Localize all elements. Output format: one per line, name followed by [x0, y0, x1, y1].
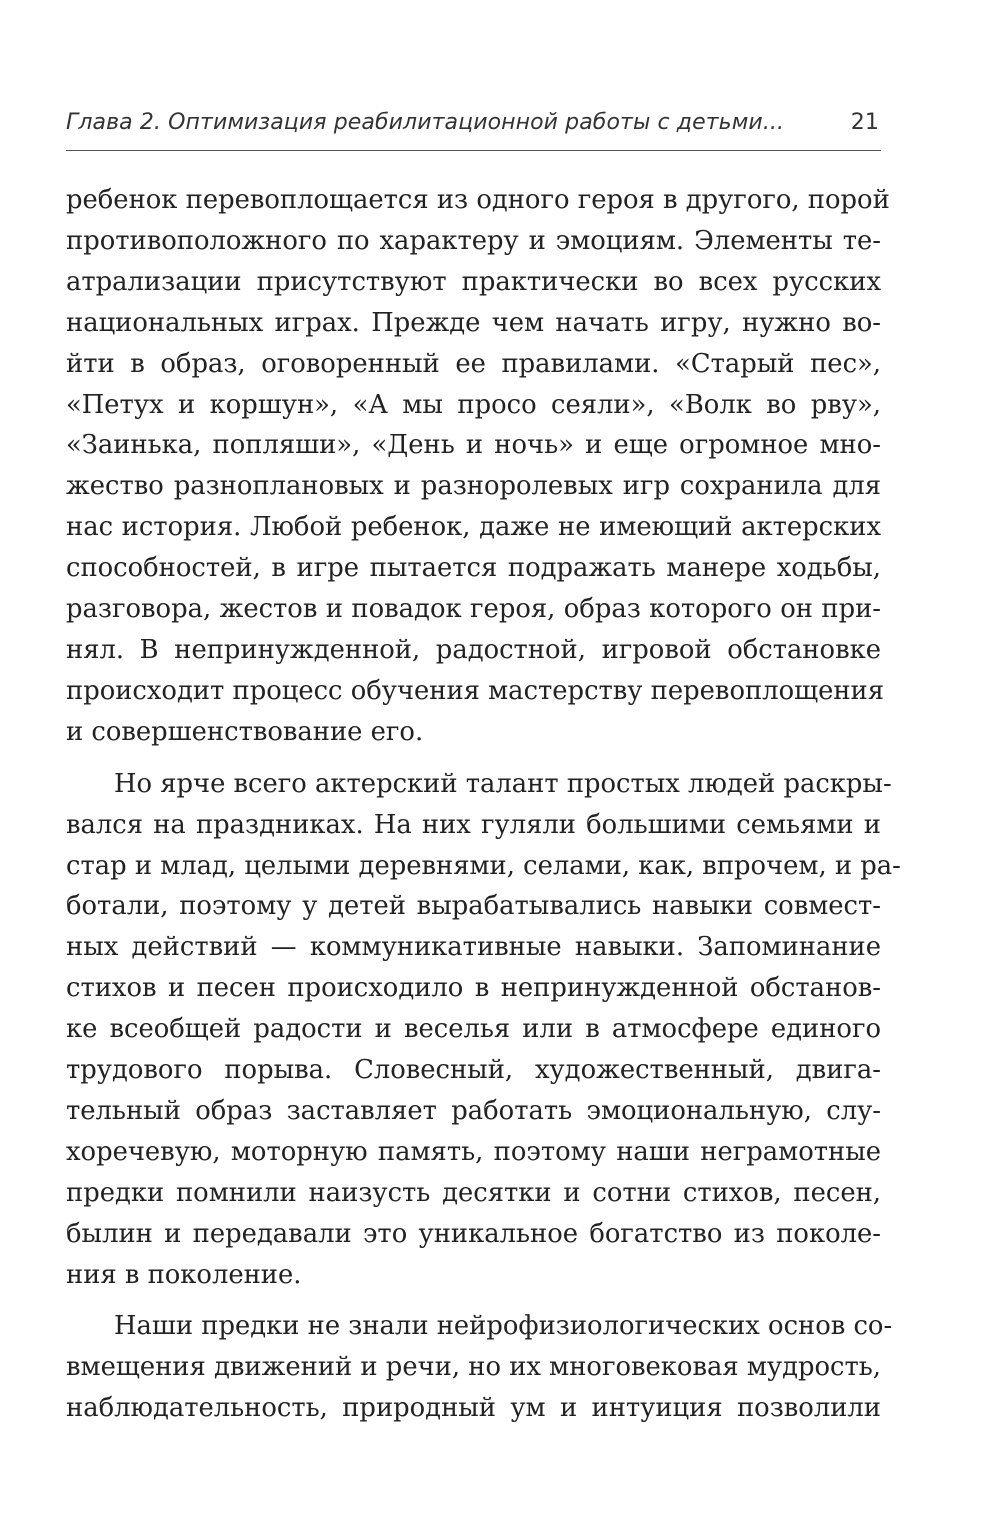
text-line: «Петух и коршун», «А мы просо сеяли», «Волк во рву»,	[66, 389, 881, 420]
text-line: хоречевую, моторную память, поэтому наши неграмотные	[66, 1136, 881, 1167]
text-line: наблюдательность, природный ум и интуиция позволили	[66, 1393, 881, 1424]
text-line: предки помнили наизусть десятки и сотни стихов, песен,	[66, 1177, 881, 1208]
text-line: тельный образ заставляет работать эмоциональную, слу-	[66, 1095, 881, 1126]
text-line: ных действий — коммуникативные навыки. Запоминание	[66, 932, 881, 963]
text-line: былин и передавали это уникальное богатство из поколе-	[66, 1218, 881, 1249]
text-line: стар и млад, целыми деревнями, селами, как, впрочем, и ра-	[66, 850, 901, 881]
text-line: вался на праздниках. На них гуляли большими семьями и	[66, 809, 881, 840]
paragraph-2	[66, 764, 901, 1296]
running-head	[66, 110, 881, 146]
text-line: национальных играх. Прежде чем начать игру, нужно во-	[66, 307, 881, 338]
text-line: вмещения движений и речи, но их многовековая мудрость,	[66, 1352, 881, 1383]
paragraph-3	[66, 1306, 893, 1429]
body-text	[66, 180, 901, 1440]
paragraph-1	[66, 180, 890, 753]
text-line: ботали, поэтому у детей вырабатывались навыки совмест-	[66, 891, 881, 922]
text-line: стихов и песен происходило в непринужденной обстанов-	[66, 973, 881, 1004]
text-line: ребенок перевоплощается из одного героя в другого, порой	[66, 185, 890, 215]
text-line: способностей, в игре пытается подражать манере ходьбы,	[66, 553, 881, 584]
page-number: 21	[850, 110, 879, 135]
text-line: ния в поколение.	[66, 1259, 302, 1290]
text-line: атрализации присутствуют практически во всех русских	[66, 266, 881, 297]
text-line: ке всеобщей радости и веселья или в атмосфере единого	[66, 1014, 881, 1045]
text-line: йти в образ, оговоренный ее правилами. «Старый пес»,	[66, 348, 881, 379]
text-line: происходит процесс обучения мастерству перевоплощения	[66, 675, 885, 706]
text-line: и совершенствование его.	[66, 716, 424, 747]
text-line: разговора, жестов и повадок героя, образ которого он при-	[66, 594, 881, 625]
text-line: жество разноплановых и разноролевых игр сохранила для	[66, 471, 881, 502]
text-line: «Заинька, попляши», «День и ночь» и еще огромное мно-	[66, 430, 881, 461]
text-line: Наши предки не знали нейрофизиологических основ со-	[114, 1311, 893, 1342]
text-line: противоположного по характеру и эмоциям. Элементы те-	[66, 225, 881, 256]
header-rule	[66, 150, 881, 151]
chapter-title: Глава 2. Оптимизация реабилитационной работы с детьми...	[66, 110, 785, 135]
text-line: трудового порыва. Словесный, художественный, двига-	[66, 1055, 881, 1086]
text-line: нял. В непринужденной, радостной, игровой обстановке	[66, 634, 881, 665]
text-line: Но ярче всего актерский талант простых людей раскры-	[114, 768, 892, 799]
text-line: нас история. Любой ребенок, даже не имеющий актерских	[66, 512, 881, 543]
